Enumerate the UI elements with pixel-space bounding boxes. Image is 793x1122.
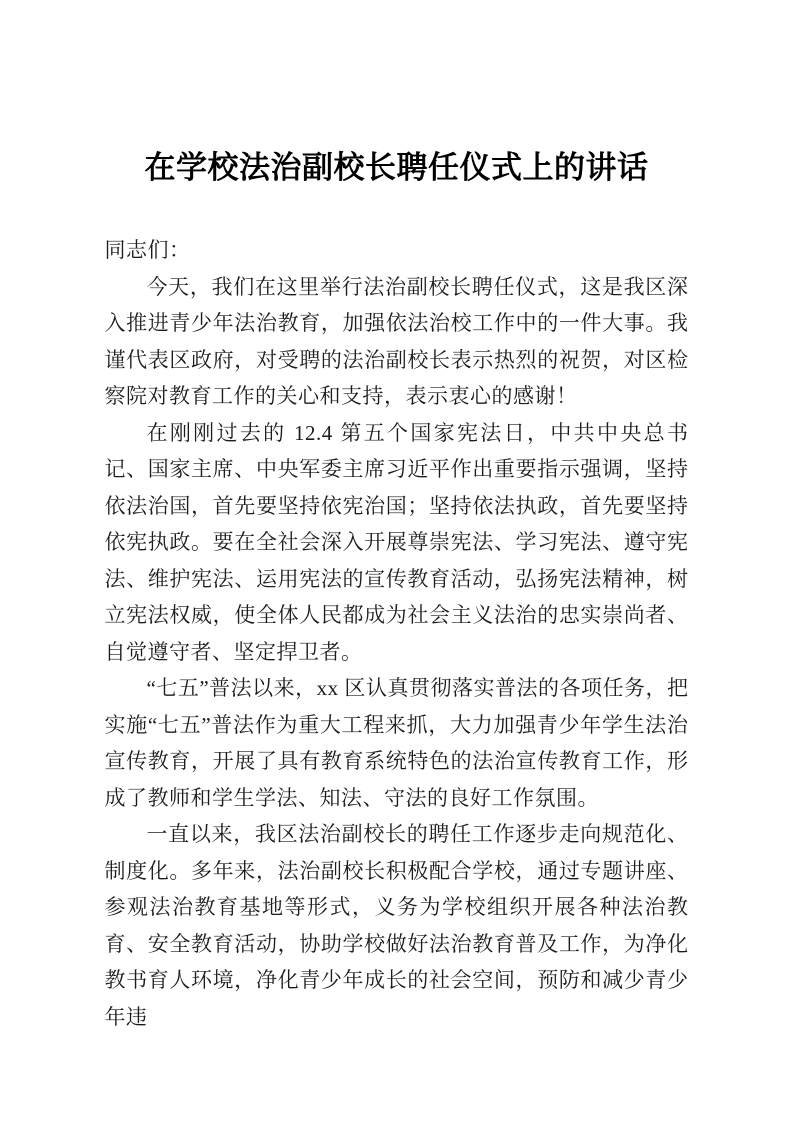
document-body <box>105 232 689 1035</box>
page-title: 在学校法治副校长聘任仪式上的讲话 <box>144 150 649 185</box>
salutation-line: 同志们： <box>104 238 191 262</box>
paragraph: 一直以来，我区法治副校长的聘任工作逐步走向规范化、制度化。多年来，法治副校长积极配合学校，通过专题讲座、参观法治教育基地等形式，义务为学校组织开展各种法治教育、安全教育活动，协助学校做好法治教育普及工作，为净化教书育人环境，净化青少年成长的社会空间，预防和减少青少年违 <box>104 822 689 1029</box>
paragraph: 今天，我们在这里举行法治副校长聘任仪式，这是我区深入推进青少年法治教育，加强依法治校工作中的一件大事。我谨代表区政府，对受聘的法治副校长表示热烈的祝贺，对区检察院对教育工作的关心和支持，表示衷心的感谢！ <box>104 274 689 408</box>
paragraph: 在刚刚过去的 12.4 第五个国家宪法日，中共中央总书记、国家主席、中央军委主席习近平作出重要指示强调，坚持依法治国，首先要坚持依宪治国；坚持依法执政，首先要坚持依宪执政。要在全社会深入开展尊崇宪法、学习宪法、遵守宪法、维护宪法、运用宪法的宣传教育活动，弘扬宪法精神，树立宪法权威，使全体人民都成为社会主义法治的忠实崇尚者、自觉遵守者、坚定捍卫者。 <box>104 420 689 664</box>
paragraph: “七五”普法以来，xx 区认真贯彻落实普法的各项任务，把实施“七五”普法作为重大工程来抓，大力加强青少年学生法治宣传教育，开展了具有教育系统特色的法治宣传教育工作，形成了教师和学生学法、知法、守法的良好工作氛围。 <box>104 676 689 810</box>
